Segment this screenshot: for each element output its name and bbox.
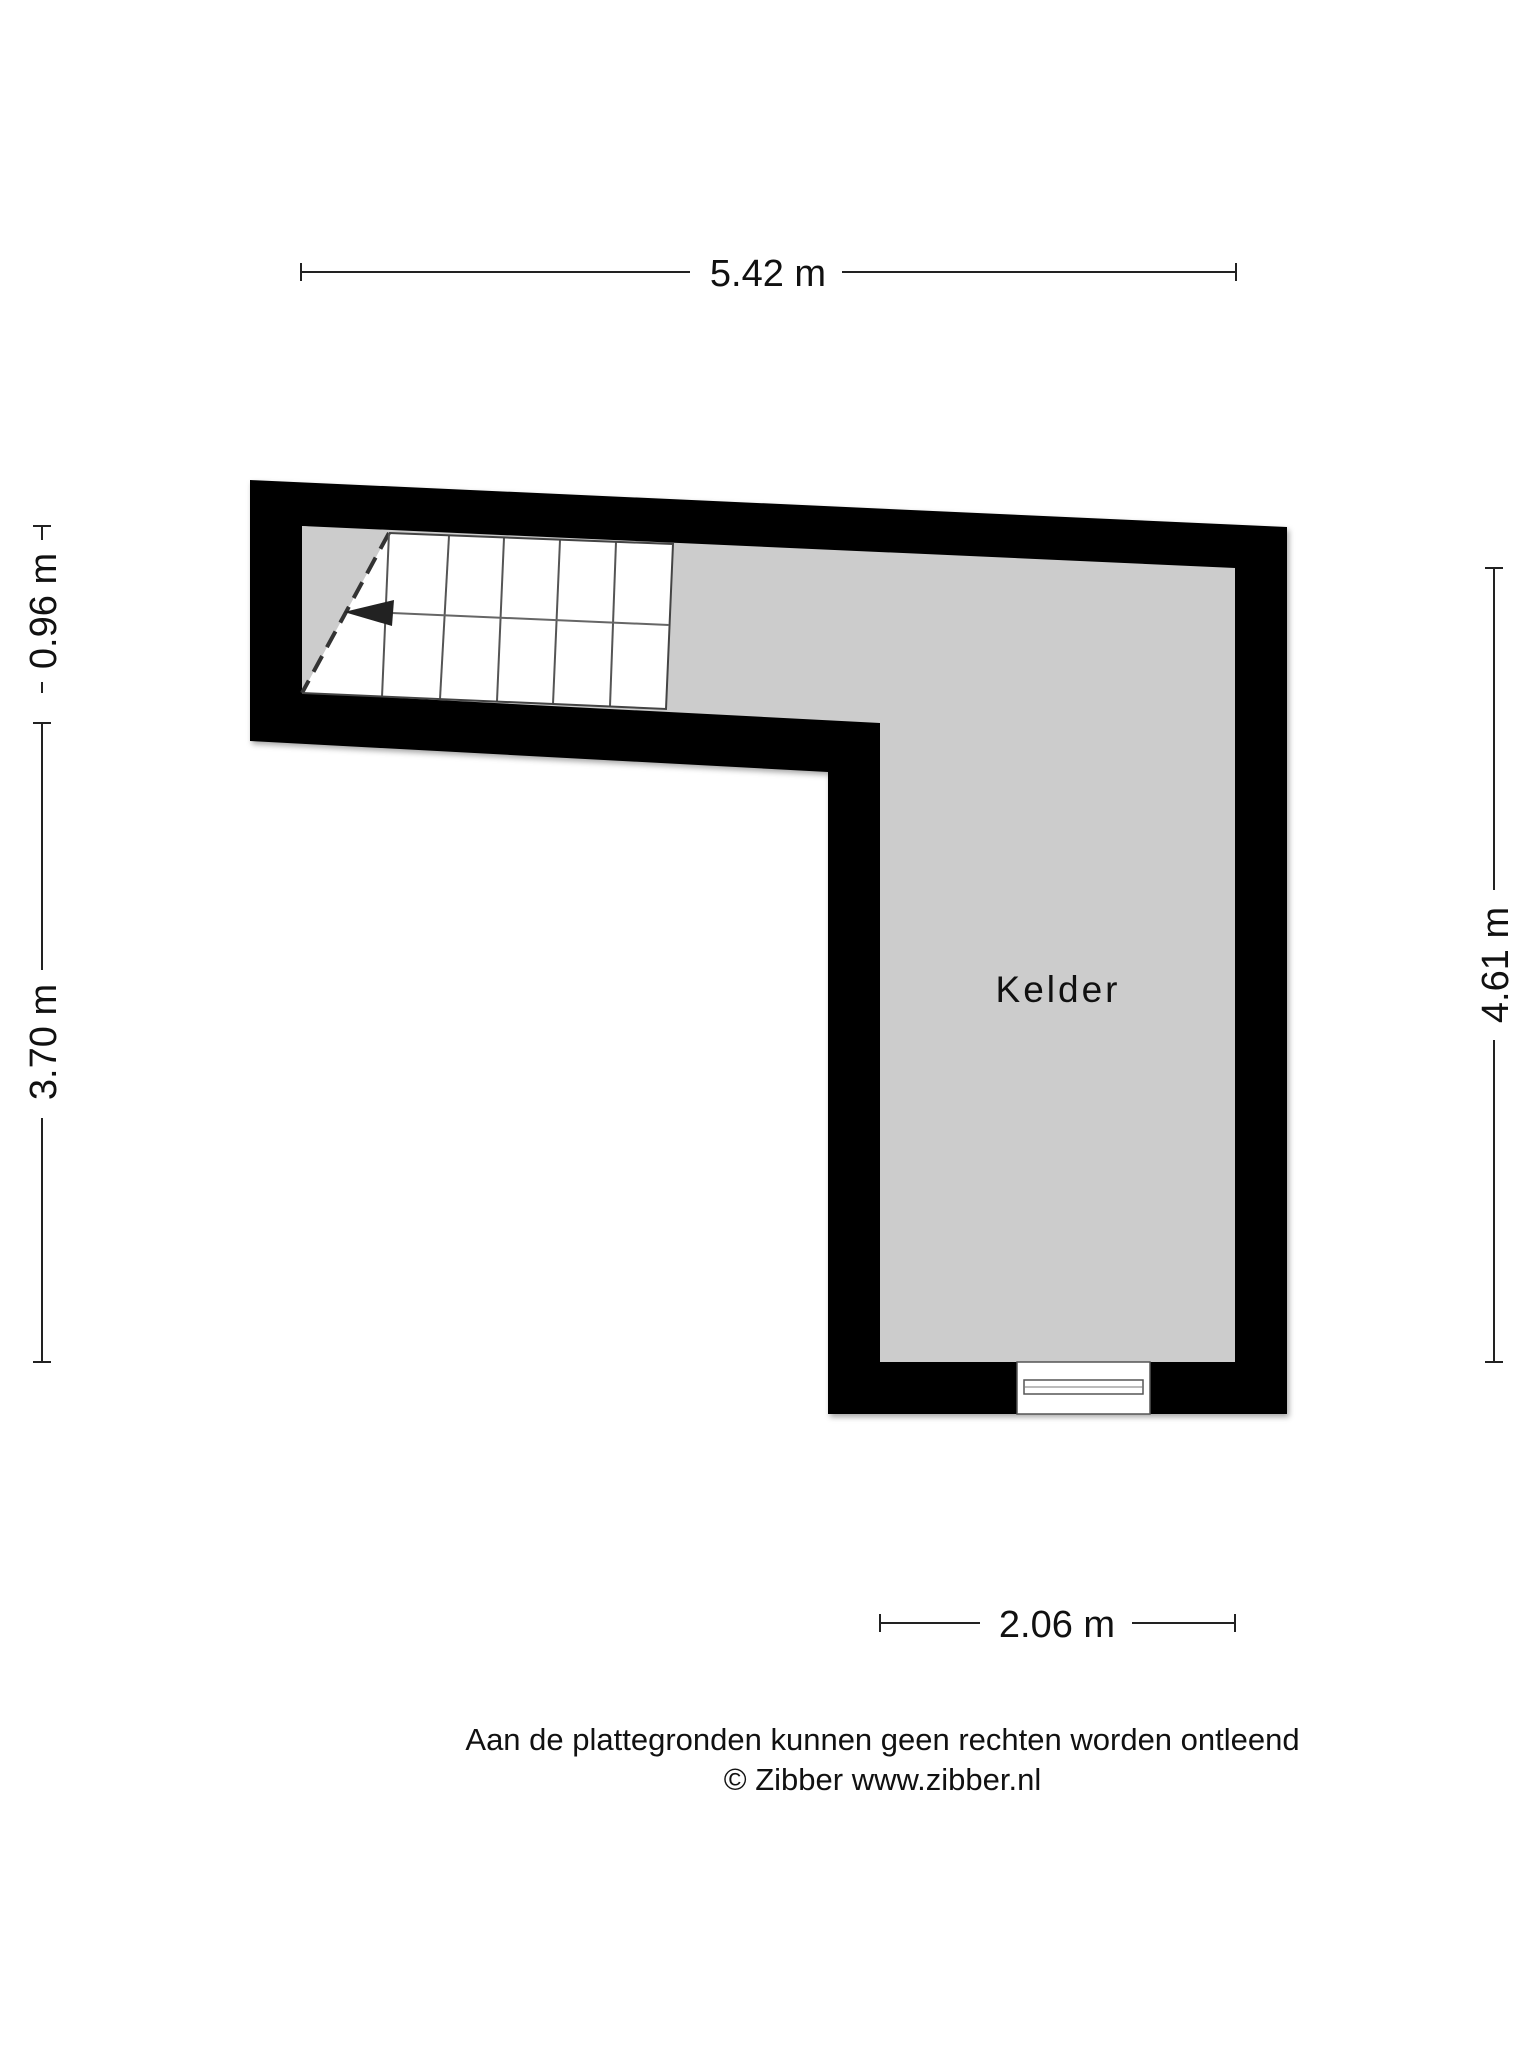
- dimension-left-lower: [23, 723, 65, 1362]
- staircase-icon: [302, 526, 673, 709]
- copyright-text: © Zibber www.zibber.nl: [723, 1762, 1042, 1797]
- dimension-left-lower-label: 3.70 m: [23, 983, 65, 1101]
- dimension-left-upper: [23, 526, 65, 693]
- disclaimer-text: Aan de plattegronden kunnen geen rechten worden ontleend: [465, 1722, 1300, 1757]
- dimension-bottom-label: 2.06 m: [998, 1604, 1116, 1646]
- dimension-left-upper-label: 0.96 m: [23, 552, 65, 670]
- dimension-top: [301, 253, 1236, 295]
- dimension-right-label: 4.61 m: [1475, 906, 1517, 1024]
- dimension-bottom: [880, 1604, 1235, 1646]
- dimension-right: [1475, 568, 1517, 1362]
- dimension-top-label: 5.42 m: [709, 253, 827, 295]
- window-icon: [1017, 1362, 1150, 1414]
- room-label-kelder: Kelder: [995, 969, 1121, 1010]
